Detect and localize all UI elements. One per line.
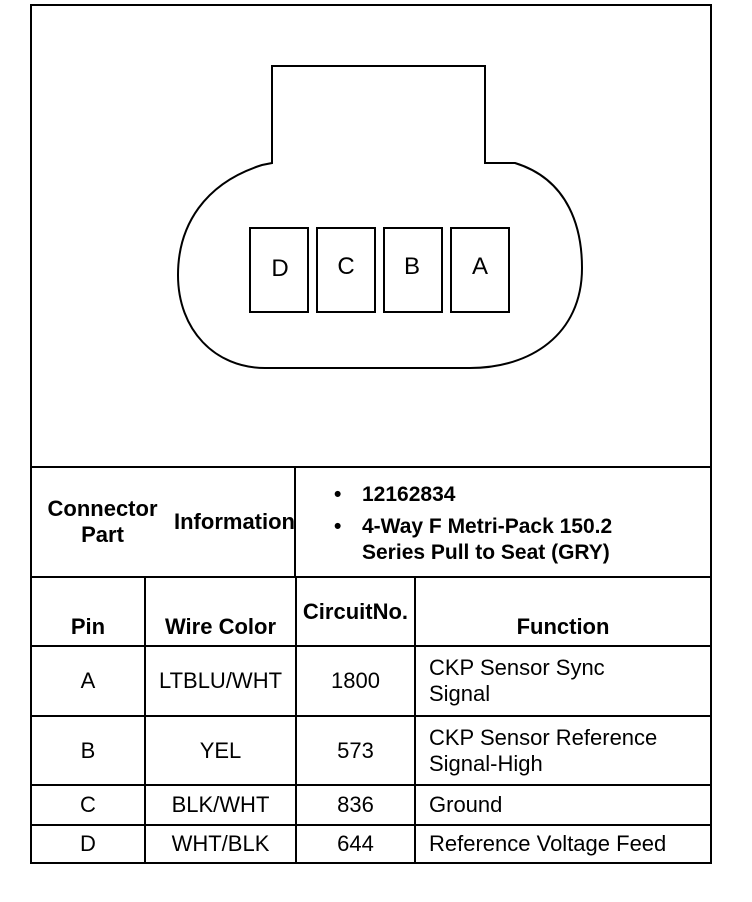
pin-label-a: A	[471, 253, 489, 280]
row-a-circuit: 1800	[331, 668, 380, 693]
header-circuit-line2: No.	[372, 598, 409, 624]
row-a-function	[415, 646, 711, 716]
header-function: Function	[516, 614, 610, 639]
row-a-wire-color	[145, 646, 296, 716]
part-description	[362, 514, 612, 566]
row-b-pin: B	[80, 737, 96, 763]
part-description-line2: Series Pull to Seat (GRY)	[362, 541, 610, 564]
header-wire-color: Wire Color	[164, 614, 277, 639]
row-a-wire-line2: BLU/WHT	[183, 668, 283, 693]
row-a-function-line2: Signal	[429, 681, 491, 706]
part-description-line1: 4-Way F Metri-Pack 150.2	[362, 515, 613, 538]
row-d-wire-color: WHT/BLK	[171, 831, 270, 856]
row-c-pin: C	[80, 792, 96, 817]
row-b-function-line1: CKP Sensor Reference	[429, 724, 658, 750]
part-info-label-line1: Connector Part	[47, 496, 158, 547]
pin-label-d: D	[271, 255, 289, 282]
row-d-function: Reference Voltage Feed	[429, 831, 667, 856]
row-a-pin: A	[80, 668, 96, 693]
row-b-function	[415, 716, 711, 785]
bullet-icon: •	[334, 515, 342, 538]
row-c-circuit: 836	[337, 792, 374, 817]
bullet-icon: •	[334, 483, 342, 506]
row-a-function-line1: CKP Sensor Sync	[429, 655, 605, 680]
header-circuit-no	[296, 577, 415, 646]
row-a-wire-line1: LT	[158, 668, 184, 693]
part-description-item	[334, 514, 714, 566]
pin-label-c: C	[337, 253, 355, 280]
row-b-function-line2: Signal-High	[429, 750, 543, 776]
header-circuit-line1: Circuit	[302, 598, 373, 624]
row-b-circuit: 573	[337, 737, 374, 763]
part-info-label	[31, 467, 295, 577]
connector-outline	[178, 66, 582, 368]
row-c-wire-color: BLK/WHT	[171, 792, 270, 817]
part-number: 12162834	[362, 483, 456, 506]
pin-label-b: B	[403, 253, 421, 280]
part-info-list	[334, 482, 714, 566]
row-b-wire-color: YEL	[199, 737, 242, 763]
part-number-item	[334, 482, 714, 508]
row-c-function: Ground	[429, 792, 503, 817]
header-pin: Pin	[70, 614, 106, 639]
part-info-label-line2: Information	[174, 509, 295, 534]
row-d-pin: D	[80, 831, 96, 856]
row-d-circuit: 644	[337, 831, 374, 856]
